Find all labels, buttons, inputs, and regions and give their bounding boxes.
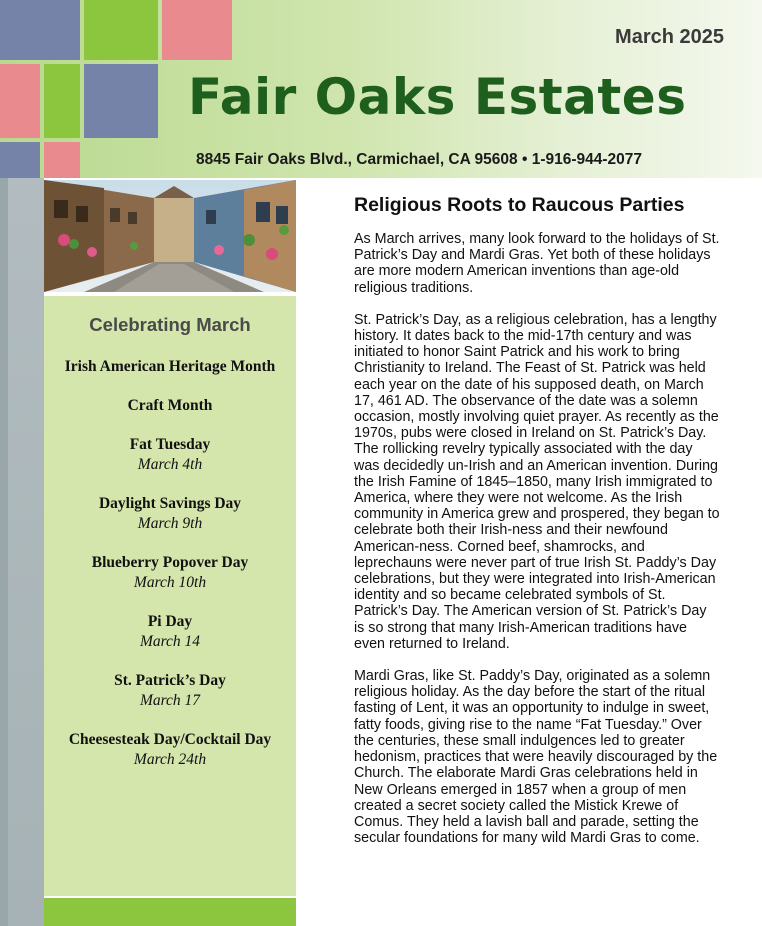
event-item [44, 671, 296, 711]
event-date: March 4th [137, 456, 203, 473]
event-date: March 9th [137, 515, 203, 532]
article [354, 194, 720, 862]
event-date: March 10th [133, 574, 207, 591]
article-paragraph: St. Patrick’s Day, as a religious celebration, has a lengthy history. It dates back to the mid-17th century and was initiated to honor Saint Patrick and his work to bring Christianity to Ireland. The Feast of St. Patrick was held each year on the date of his supposed death, on March 17, 461 AD. The observance of the date was a solemn occasion, mostly involving quiet prayer. As recently as the 1970s, pubs were closed in Ireland on St. Patrick’s Day. The rollicking revelry typically associated with the day was decidedly un-Irish and an American invention. During the Irish Famine of 1845–1850, many Irish immigrated to America, where they were not welcome. As the Irish community in America grew and prospered, they began to celebrate both their Irish-ness and their newfound American-ness. Corned beef, shamrocks, and leprechauns were never part of true Irish St. Paddy’s Day celebrations, but they were integrated into Irish-American identity and so became celebrated symbols of St. Patrick’s Day. The American version of St. Patrick’s Day is so strong that many Irish-American traditions have even returned to Ireland. [354, 311, 720, 652]
event-item [44, 612, 296, 652]
event-item [44, 357, 296, 377]
event-date: March 17 [139, 692, 201, 709]
event-date: March 14 [139, 633, 201, 650]
article-headline: Religious Roots to Raucous Parties [354, 194, 685, 216]
event-name: Cheesesteak Day/Cocktail Day [68, 731, 272, 748]
event-name: Irish American Heritage Month [64, 358, 276, 375]
event-date: March 24th [133, 751, 207, 768]
sidebar-footer-bar [44, 898, 296, 926]
event-name: Pi Day [147, 613, 193, 630]
event-item [44, 435, 296, 475]
issue-date: March 2025 [615, 26, 724, 48]
event-name: Craft Month [127, 397, 213, 414]
event-name: Blueberry Popover Day [91, 554, 249, 571]
event-item [44, 730, 296, 770]
event-name: Daylight Savings Day [98, 495, 242, 512]
event-item [44, 553, 296, 593]
event-name: Fat Tuesday [129, 436, 211, 453]
event-item [44, 396, 296, 416]
event-list [44, 357, 296, 789]
newsletter-title: Fair Oaks Estates [188, 68, 687, 126]
sidebar-title: Celebrating March [89, 314, 251, 335]
article-paragraph: As March arrives, many look forward to the holidays of St. Patrick’s Day and Mardi Gras. Yet both of these holidays are more modern American inventions than age-old religious traditions. [354, 231, 720, 296]
celebrating-sidebar [44, 296, 296, 896]
left-rail-edge [0, 178, 8, 926]
article-paragraph: Mardi Gras, like St. Paddy’s Day, originated as a solemn religious holiday. As the day before the start of the ritual fasting of Lent, it was an opportunity to indulge in sweet, fatty foods, giving rise to the name “Fat Tuesday.” Over the centuries, these small indulgences led to greater hedonism, practices that were heavily discouraged by the Church. The elaborate Mardi Gras celebrations held in New Orleans emerged in 1857 when a group of men created a secret society called the Mistick Krewe of Comus. They held a lavish ball and parade, setting the secular foundations for many wild Mardi Gras to come. [354, 668, 718, 847]
address-line: 8845 Fair Oaks Blvd., Carmichael, CA 95608 • 1-916-944-2077 [196, 151, 643, 168]
street-photo [44, 180, 296, 292]
event-name: St. Patrick’s Day [114, 672, 226, 689]
event-item [44, 494, 296, 534]
